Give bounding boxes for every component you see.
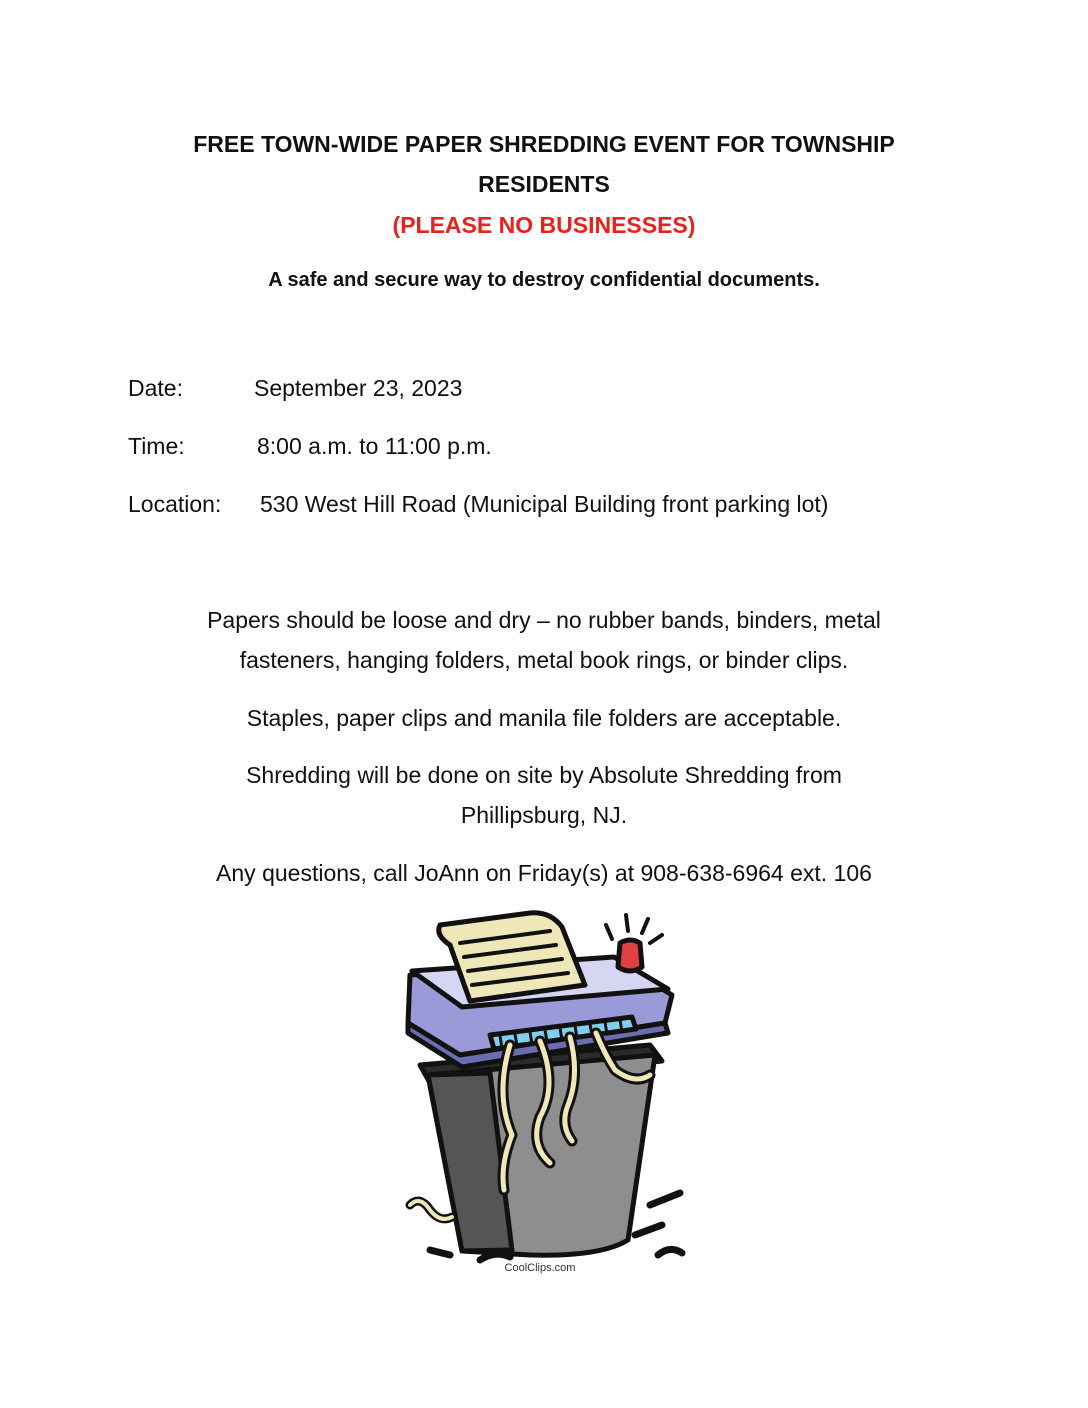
clipart-credit: CoolClips.com	[504, 1262, 576, 1274]
paper-rules-line-1: Papers should be loose and dry – no rubber bands, binders, metal	[207, 607, 881, 633]
shredding-line-2: Phillipsburg, NJ.	[460, 802, 628, 828]
shredding-line-1: Shredding will be done on site by Absolute Shredding from	[246, 762, 842, 788]
paper-rules	[0, 600, 1088, 680]
time-row	[128, 433, 492, 460]
date-value: September 23, 2023	[254, 375, 463, 401]
location-value: 530 West Hill Road (Municipal Building front parking lot)	[260, 491, 829, 517]
location-label: Location:	[128, 491, 222, 517]
paper-rules-line-2: fasteners, hanging folders, metal book rings, or binder clips.	[239, 647, 849, 673]
tagline: A safe and secure way to destroy confidential documents.	[268, 269, 820, 291]
date-label: Date:	[128, 375, 183, 401]
flyer-title	[0, 124, 1088, 204]
acceptable-items: Staples, paper clips and manila file folders are acceptable.	[246, 705, 842, 731]
location-row	[128, 491, 828, 518]
time-value: 8:00 a.m. to 11:00 p.m.	[257, 433, 492, 459]
title-line-2: RESIDENTS	[478, 171, 610, 197]
time-label: Time:	[128, 433, 185, 459]
paper-shredder-icon	[400, 905, 700, 1285]
title-line-1: FREE TOWN-WIDE PAPER SHREDDING EVENT FOR TOWNSHIP	[193, 131, 895, 157]
date-row	[128, 375, 462, 402]
no-businesses-notice: (PLEASE NO BUSINESSES)	[392, 212, 696, 238]
questions-contact: Any questions, call JoAnn on Friday(s) at 908-638-6964 ext. 106	[216, 860, 872, 886]
shredding-info	[0, 755, 1088, 835]
